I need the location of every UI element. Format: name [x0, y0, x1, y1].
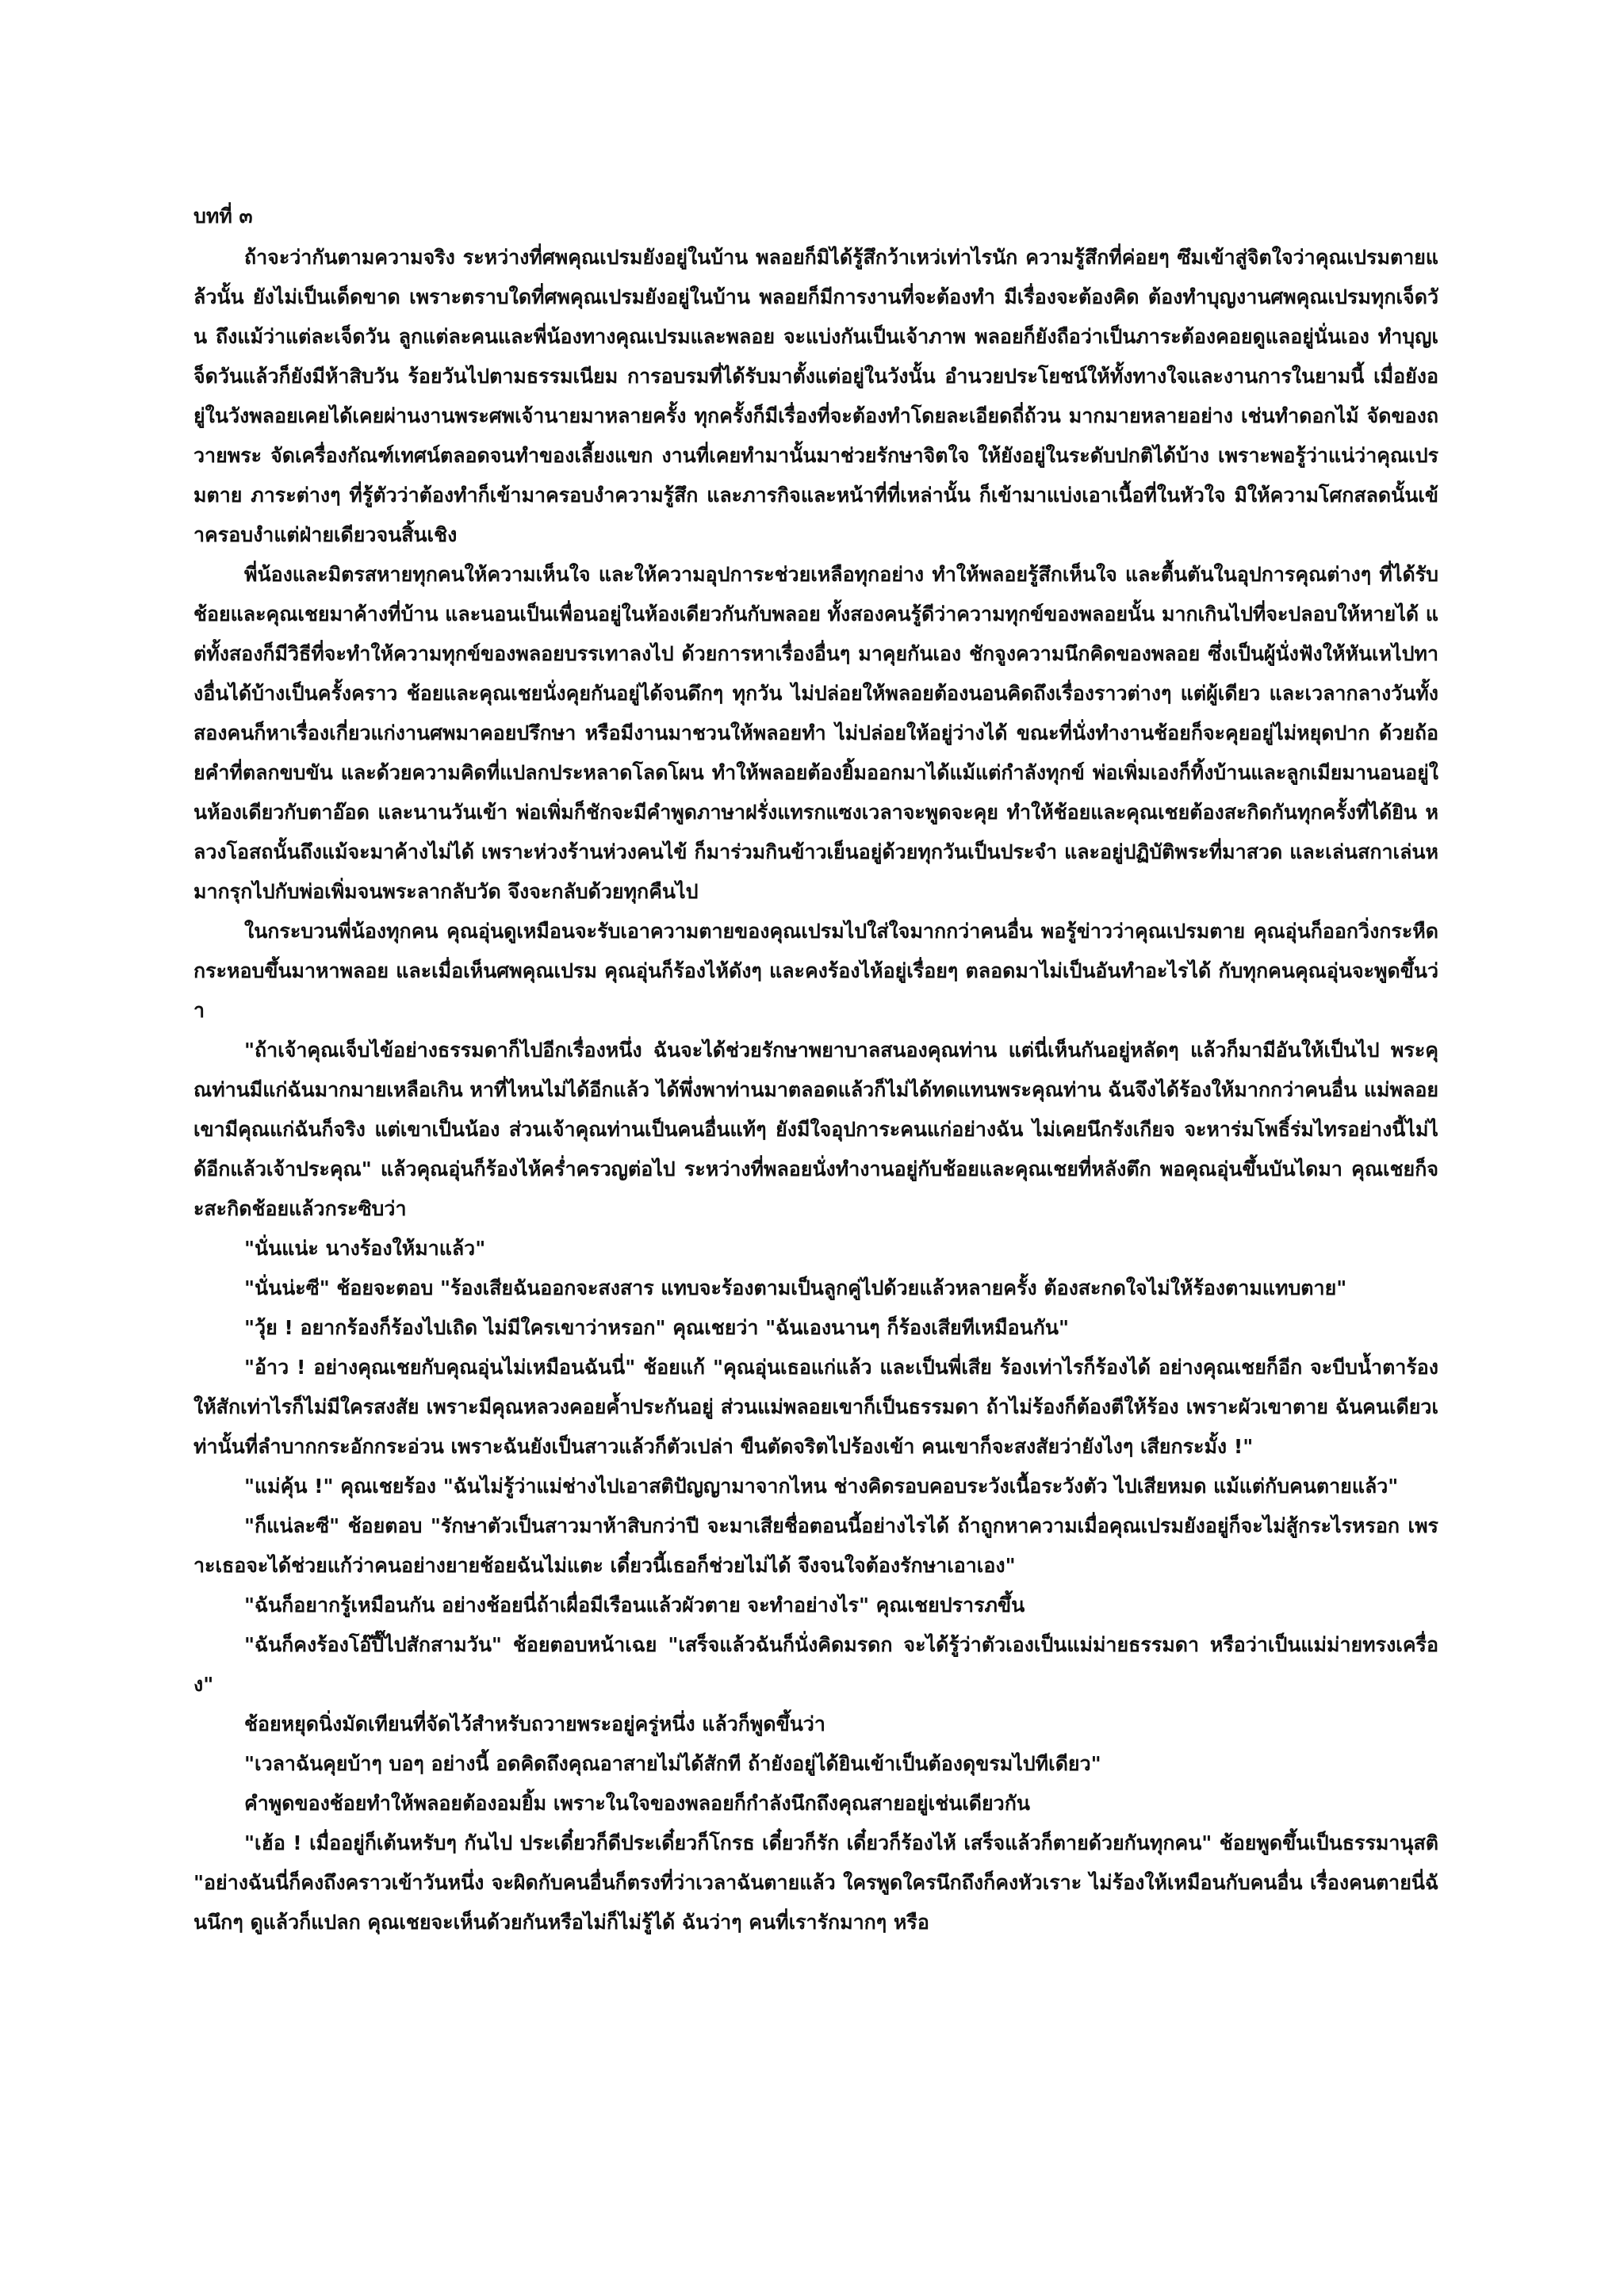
- paragraph: "นั่นแน่ะ นางร้องให้มาแล้ว": [244, 1237, 486, 1260]
- chapter-title: บทที่ ๓: [193, 205, 253, 228]
- paragraph: "เฮ้อ ! เมื่ออยู่ก็เต้นหรับๆ กันไป ประเดี๋ยวก็ดีประเดี๋ยวก็โกรธ เดี๋ยวก็รัก เดี๋ยวก็ร้องไห้ เสร็จแล้วก็ตายด้วยกันทุกคน" ช้อยพูดขึ้นเป็นธรรมานุสติ "อย่างฉันนี่ก็คงถึงคราวเข้าวันหนึ่ง จะผิดกับคนอื่นก็ตรงที่ว่าเวลาฉันตายแล้ว ใครพูดใครนึกถึงก็คงหัวเราะ ไม่ร้องให้เหมือนกับคนอื่น เรื่องคนตายนี่ฉันนึกๆ ดูแล้วก็แปลก คุณเชยจะเห็นด้วยกันหรือไม่ก็ไม่รู้ได้ ฉันว่าๆ คนที่เรารักมากๆ หรือ: [193, 1831, 1438, 1934]
- paragraph: "อ้าว ! อย่างคุณเชยกับคุณอุ่นไม่เหมือนฉันนี่" ช้อยแก้ "คุณอุ่นเธอแก่แล้ว และเป็นพี่เสีย ร้องเท่าไรก็ร้องได้ อย่างคุณเชยก็อีก จะบีบน้ำตาร้องให้สักเท่าไรก็ไม่มีใครสงสัย เพราะมีคุณหลวงคอยค้ำประกันอยู่ ส่วนแม่พลอยเขาก็เป็นธรรมดา ถ้าไม่ร้องก็ต้องตีให้ร้อง เพราะผัวเขาตาย ฉันคนเดียวเท่านั้นที่ลำบากกระอักกระอ่วน เพราะฉันยังเป็นสาวแล้วก็ตัวเปล่า ขืนตัดจริตไปร้องเข้า คนเขาก็จะสงสัยว่ายังไงๆ เสียกระมั้ง !": [193, 1356, 1438, 1458]
- paragraph: ถ้าจะว่ากันตามความจริง ระหว่างที่ศพคุณเปรมยังอยู่ในบ้าน พลอยก็มิได้รู้สึกว้าเหว่เท่าไรนัก ความรู้สึกที่ค่อยๆ ซึมเข้าสู่จิตใจว่าคุณเปรมตายแล้วนั้น ยังไม่เป็นเด็ดขาด เพราะตราบใดที่ศพคุณเปรมยังอยู่ในบ้าน พลอยก็มีการงานที่จะต้องทำ มีเรื่องจะต้องคิด ต้องทำบุญงานศพคุณเปรมทุกเจ็ดวัน ถึงแม้ว่าแต่ละเจ็ดวัน ลูกแต่ละคนและพี่น้องทางคุณเปรมและพลอย จะแบ่งกันเป็นเจ้าภาพ พลอยก็ยังถือว่าเป็นภาระต้องคอยดูแลอยู่นั่นเอง ทำบุญเจ็ดวันแล้วก็ยังมีห้าสิบวัน ร้อยวันไปตามธรรมเนียม การอบรมที่ได้รับมาตั้งแต่อยู่ในวังนั้น อำนวยประโยชน์ให้ทั้งทางใจและงานการในยามนี้ เมื่อยังอยู่ในวังพลอยเคยได้เคยผ่านงานพระศพเจ้านายมาหลายครั้ง ทุกครั้งก็มีเรื่องที่จะต้องทำโดยละเอียดถี่ถ้วน มากมายหลายอย่าง เช่นทำดอกไม้ จัดของถวายพระ จัดเครื่องกัณฑ์เทศน์ตลอดจนทำของเลี้ยงแขก งานที่เคยทำมานั้นมาช่วยรักษาจิตใจ ให้ยังอยู่ในระดับปกติได้บ้าง เพราะพอรู้ว่าแน่ว่าคุณเปรมตาย ภาระต่างๆ ที่รู้ตัวว่าต้องทำก็เข้ามาครอบงำความรู้สึก และภารกิจและหน้าที่ที่เหล่านั้น ก็เข้ามาแบ่งเอาเนื้อที่ในหัวใจ มิให้ความโศกสลดนั้นเข้าครอบงำแต่ฝ่ายเดียวจนสิ้นเชิง: [193, 246, 1438, 546]
- paragraph: คำพูดของช้อยทำให้พลอยต้องอมยิ้ม เพราะในใจของพลอยก็กำลังนึกถึงคุณสายอยู่เช่นเดียวกัน: [244, 1792, 1030, 1815]
- paragraph: "ฉันก็อยากรู้เหมือนกัน อย่างช้อยนี่ถ้าเผื่อมีเรือนแล้วผัวตาย จะทำอย่างไร" คุณเชยปรารภขึ้น: [244, 1594, 1025, 1617]
- paragraph: "ฉันก็คงร้องโอ๊ปี๊ไปสักสามวัน" ช้อยตอบหน้าเฉย "เสร็จแล้วฉันก็นั่งคิดมรดก จะได้รู้ว่าตัวเองเป็นแม่ม่ายธรรมดา หรือว่าเป็นแม่ม่ายทรงเครื่อง": [193, 1633, 1438, 1696]
- paragraph: ช้อยหยุดนิ่งมัดเทียนที่จัดไว้สำหรับถวายพระอยู่ครู่หนึ่ง แล้วก็พูดขึ้นว่า: [244, 1712, 825, 1735]
- paragraph: "ถ้าเจ้าคุณเจ็บไข้อย่างธรรมดาก็ไปอีกเรื่องหนึ่ง ฉันจะได้ช่วยรักษาพยาบาลสนองคุณท่าน แต่นี่เห็นกันอยู่หลัดๆ แล้วก็มามีอันให้เป็นไป พระคุณท่านมีแก่ฉันมากมายเหลือเกิน หาที่ไหนไม่ได้อีกแล้ว ได้พึ่งพาท่านมาตลอดแล้วก็ไม่ได้ทดแทนพระคุณท่าน ฉันจึงได้ร้องให้มากกว่าคนอื่น แม่พลอยเขามีคุณแก่ฉันก็จริง แต่เขาเป็นน้อง ส่วนเจ้าคุณท่านเป็นคนอื่นแท้ๆ ยังมีใจอุปการะคนแก่อย่างฉัน ไม่เคยนึกรังเกียจ จะหาร่มโพธิ์ร่มไทรอย่างนี้ไม่ได้อีกแล้วเจ้าประคุณ" แล้วคุณอุ่นก็ร้องไห้คร่ำครวญต่อไป ระหว่างที่พลอยนั่งทำงานอยู่กับช้อยและคุณเชยที่หลังตึก พอคุณอุ่นขึ้นบันไดมา คุณเชยก็จะสะกิดช้อยแล้วกระซิบว่า: [193, 1039, 1438, 1220]
- paragraph: "เวลาฉันคุยบ้าๆ บอๆ อย่างนี้ อดคิดถึงคุณอาสายไม่ได้สักที ถ้ายังอยู่ได้ยินเข้าเป็นต้องดุขรมไปทีเดียว": [244, 1752, 1101, 1775]
- paragraph: "วุ้ย ! อยากร้องก็ร้องไปเถิด ไม่มีใครเขาว่าหรอก" คุณเชยว่า "ฉันเองนานๆ ก็ร้องเสียทีเหมือนกัน": [244, 1316, 1069, 1339]
- paragraph: "นั่นน่ะซี" ช้อยจะตอบ "ร้องเสียฉันออกจะสงสาร แทบจะร้องตามเป็นลูกคู่ไปด้วยแล้วหลายครั้ง ต้องสะกดใจไม่ให้ร้องตามแทบตาย": [244, 1276, 1347, 1299]
- paragraph: "ก็แน่ละซี" ช้อยตอบ "รักษาตัวเป็นสาวมาห้าสิบกว่าปี จะมาเสียชื่อตอนนี้อย่างไรได้ ถ้าถูกหาความเมื่อคุณเปรมยังอยู่ก็จะไม่สู้กระไรหรอก เพราะเธอจะได้ช่วยแก้ว่าคนอย่างยายช้อยฉันไม่แตะ เดี๋ยวนี้เธอก็ช่วยไม่ได้ จึงจนใจต้องรักษาเอาเอง": [193, 1514, 1438, 1577]
- paragraph: "แม่คุ้น !" คุณเชยร้อง "ฉันไม่รู้ว่าแม่ช่างไปเอาสติปัญญามาจากไหน ช่างคิดรอบคอบระวังเนื้อระวังตัว ไปเสียหมด แม้แต่กับคนตายแล้ว": [244, 1475, 1399, 1498]
- document-page: [193, 197, 1438, 2258]
- paragraph: ในกระบวนพี่น้องทุกคน คุณอุ่นดูเหมือนจะรับเอาความตายของคุณเปรมไปใส่ใจมากกว่าคนอื่น พอรู้ข่าวว่าคุณเปรมตาย คุณอุ่นก็ออกวิ่งกระหืดกระหอบขึ้นมาหาพลอย และเมื่อเห็นศพคุณเปรม คุณอุ่นก็ร้องไห้ดังๆ และคงร้องไห้อยู่เรื่อยๆ ตลอดมาไม่เป็นอันทำอะไรได้ กับทุกคนคุณอุ่นจะพูดขึ้นว่า: [193, 920, 1438, 1022]
- paragraph: พี่น้องและมิตรสหายทุกคนให้ความเห็นใจ และให้ความอุปการะช่วยเหลือทุกอย่าง ทำให้พลอยรู้สึกเห็นใจ และตื้นตันในอุปการคุณต่างๆ ที่ได้รับ ช้อยและคุณเชยมาค้างที่บ้าน และนอนเป็นเพื่อนอยู่ในห้องเดียวกันกับพลอย ทั้งสองคนรู้ดีว่าความทุกข์ของพลอยนั้น มากเกินไปที่จะปลอบให้หายได้ แต่ทั้งสองก็มีวิธีที่จะทำให้ความทุกข์ของพลอยบรรเทาลงไป ด้วยการหาเรื่องอื่นๆ มาคุยกันเอง ชักจูงความนึกคิดของพลอย ซึ่งเป็นผู้นั่งฟังให้หันเหไปทางอื่นได้บ้างเป็นครั้งคราว ช้อยและคุณเชยนั่งคุยกันอยู่ได้จนดึกๆ ทุกวัน ไม่ปล่อยให้พลอยต้องนอนคิดถึงเรื่องราวต่างๆ แต่ผู้เดียว และเวลากลางวันทั้งสองคนก็หาเรื่องเกี่ยวแก่งานศพมาคอยปรึกษา หรือมีงานมาชวนให้พลอยทำ ไม่ปล่อยให้อยู่ว่างได้ ขณะที่นั่งทำงานช้อยก็จะคุยอยู่ไม่หยุดปาก ด้วยถ้อยคำที่ตลกขบขัน และด้วยความคิดที่แปลกประหลาดโลดโผน ทำให้พลอยต้องยิ้มออกมาได้แม้แต่กำลังทุกข์ พ่อเพิ่มเองก็ทิ้งบ้านและลูกเมียมานอนอยู่ในห้องเดียวกับตาอ๊อด และนานวันเข้า พ่อเพิ่มก็ชักจะมีคำพูดภาษาฝรั่งแทรกแซงเวลาจะพูดจะคุย ทำให้ช้อยและคุณเชยต้องสะกิดกันทุกครั้งที่ได้ยิน หลวงโอสถนั้นถึงแม้จะมาค้างไม่ได้ เพราะห่วงร้านห่วงคนไข้ ก็มาร่วมกินข้าวเย็นอยู่ด้วยทุกวันเป็นประจำ และอยู่ปฏิบัติพระที่มาสวด และเล่นสกาเล่นหมากรุกไปกับพ่อเพิ่มจนพระลากลับวัด จึงจะกลับด้วยทุกคืนไป: [193, 563, 1438, 903]
